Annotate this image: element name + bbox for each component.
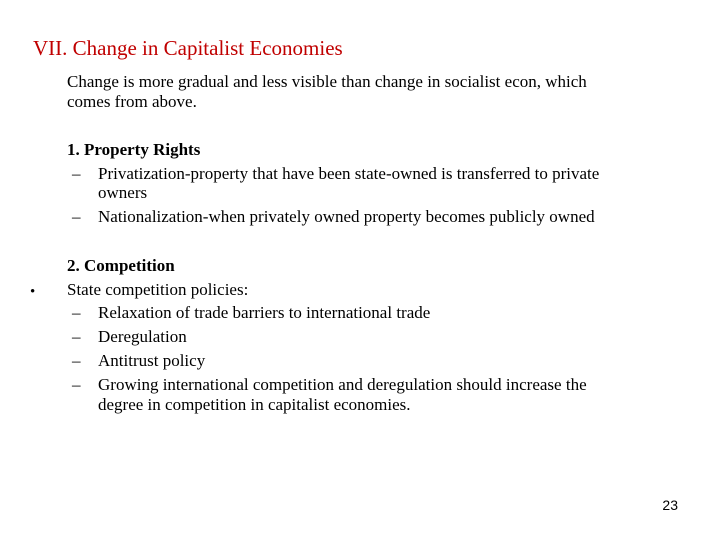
dash-marker: – [72,351,81,370]
dash-marker: – [72,207,81,226]
slide-title: VII. Change in Capitalist Economies [33,36,343,60]
intro-line-1: Change is more gradual and less visible than change in socialist econ, which [67,72,587,91]
page-number: 23 [662,497,678,513]
competition-subheading: State competition policies: [67,280,249,299]
intro-line-2: comes from above. [67,92,197,111]
dash-marker: – [72,164,81,183]
competition-heading: 2. Competition [67,256,175,275]
bullet-marker: • [30,284,36,300]
dash-marker: – [72,327,81,346]
privatization-line-2: owners [98,183,148,202]
competition-item-3: Antitrust policy [98,351,206,370]
competition-item-2: Deregulation [98,327,187,346]
competition-item-1: Relaxation of trade barriers to international trade [98,303,431,322]
dash-marker: – [72,375,81,394]
property-rights-heading: 1. Property Rights [67,140,201,159]
competition-item-4-line-1: Growing international competition and deregulation should increase the [98,375,587,394]
privatization-line-1: Privatization-property that have been state-owned is transferred to private [98,164,600,183]
competition-item-4-line-2: degree in competition in capitalist economies. [98,395,411,414]
nationalization-item: Nationalization-when privately owned property becomes publicly owned [98,207,595,226]
dash-marker: – [72,303,81,322]
